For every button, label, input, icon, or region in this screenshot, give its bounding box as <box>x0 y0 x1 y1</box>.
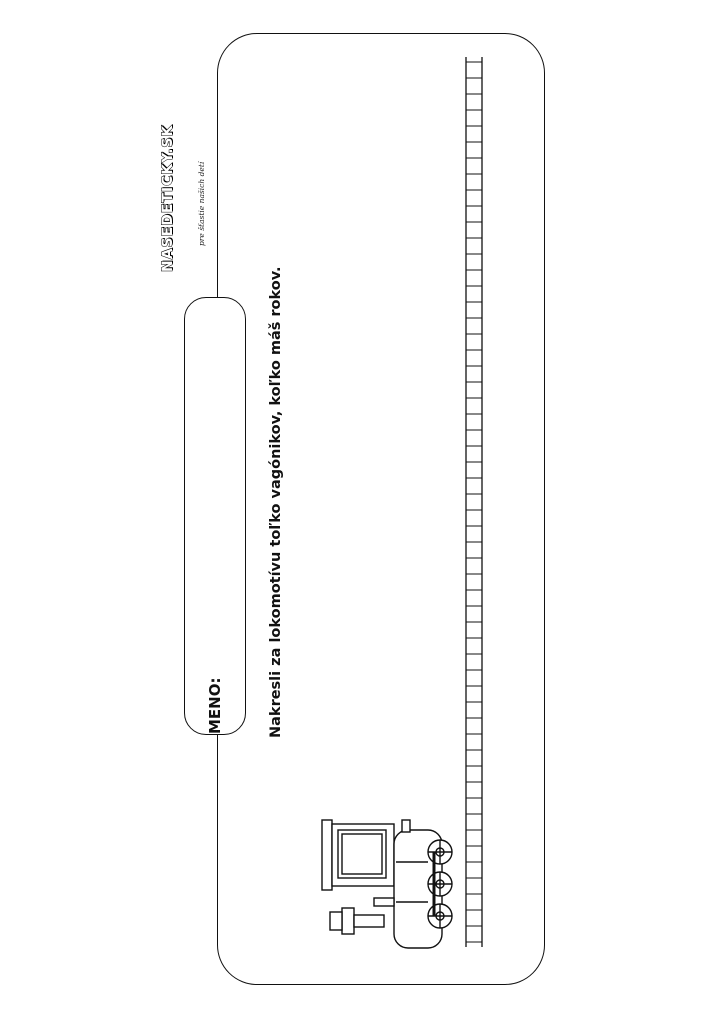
name-label: MENO: <box>206 677 224 734</box>
locomotive-illustration <box>316 812 466 962</box>
brand-tagline: pre šťastie našich detí <box>197 161 206 246</box>
brand-logo: NASEDETICKY.SK <box>160 124 176 272</box>
instruction-text: Nakresli za lokomotívu toľko vagónikov, koľko máš rokov. <box>268 266 284 738</box>
name-field-box[interactable] <box>184 297 246 735</box>
